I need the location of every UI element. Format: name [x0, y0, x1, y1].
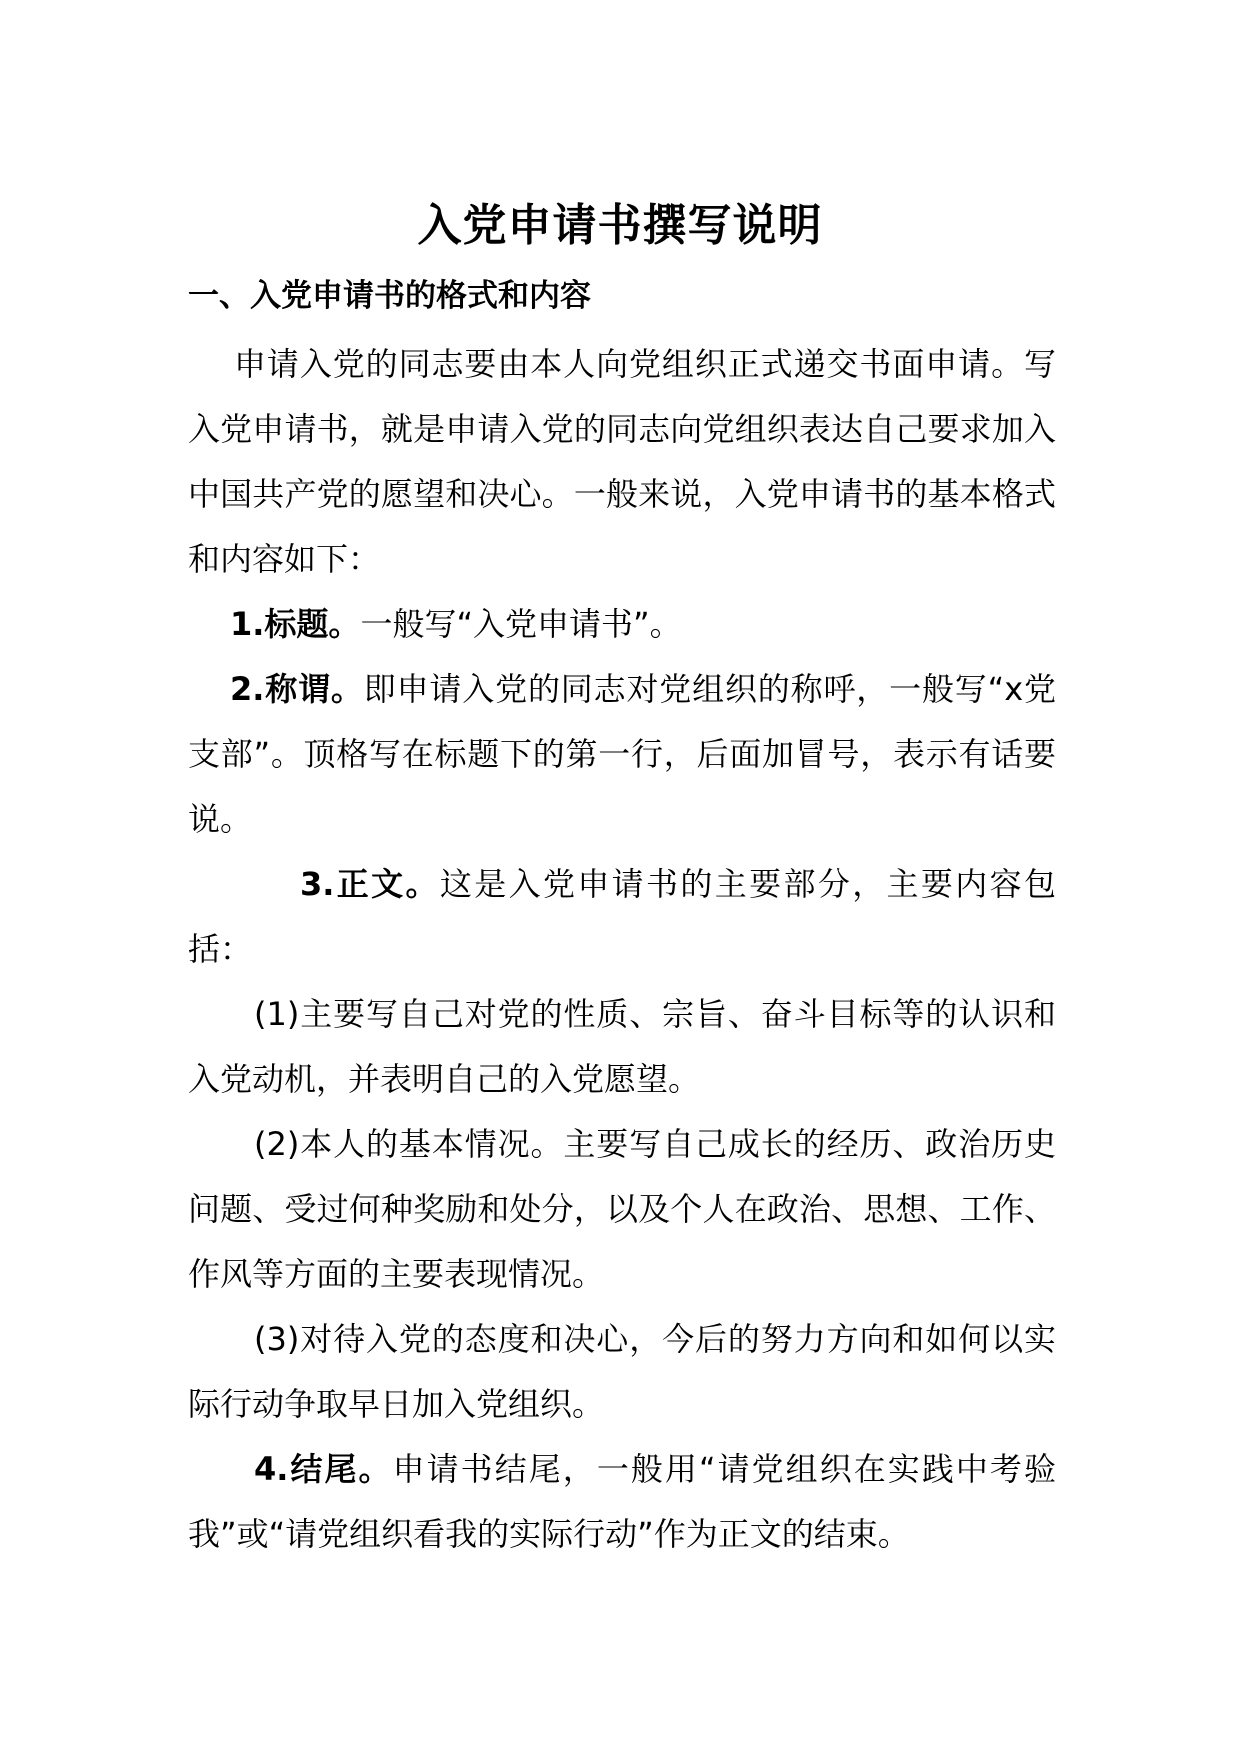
item-title-paragraph: [188, 592, 1056, 657]
section-heading: 一、入党申请书的格式和内容: [188, 278, 591, 314]
item-ending-label: 4.结尾。: [254, 1450, 393, 1488]
item-salutation-paragraph: [188, 657, 1056, 852]
item-title-text: 一般写“入党申请书”。: [360, 605, 682, 643]
item-ending-paragraph: [188, 1437, 1056, 1567]
body-point-1: (1)主要写自己对党的性质、宗旨、奋斗目标等的认识和入党动机，并表明自己的入党愿望。: [188, 995, 1056, 1098]
item-ending-text: 申请书结尾，一般用“请党组织在实践中考验我”或“请党组织看我的实际行动”作为正文的结束。: [188, 1450, 1056, 1553]
body-point-2: (2)本人的基本情况。主要写自己成长的经历、政治历史问题、受过何种奖励和处分，以及个人在政治、思想、工作、作风等方面的主要表现情况。: [188, 1125, 1056, 1293]
item-body-text: 这是入党申请书的主要部分，主要内容包括：: [188, 865, 1056, 968]
document-title: 入党申请书撰写说明: [417, 200, 823, 251]
body-point-3: (3)对待入党的态度和决心，今后的努力方向和如何以实际行动争取早日加入党组织。: [188, 1320, 1056, 1423]
item-body-paragraph: [188, 852, 1056, 982]
item-title-label: 1.标题。: [230, 605, 361, 643]
intro-paragraph: 申请入党的同志要由本人向党组织正式递交书面申请。写入党申请书，就是申请入党的同志向党组织表达自己要求加入中国共产党的愿望和决心。一般来说，入党申请书的基本格式和内容如下：: [188, 345, 1056, 578]
item-salutation-label: 2.称谓。: [230, 670, 364, 708]
item-salutation-text: 即申请入党的同志对党组织的称呼，一般写“x党支部”。顶格写在标题下的第一行，后面加冒号，表示有话要说。: [188, 670, 1056, 838]
item-body-label: 3.正文。: [300, 865, 440, 903]
